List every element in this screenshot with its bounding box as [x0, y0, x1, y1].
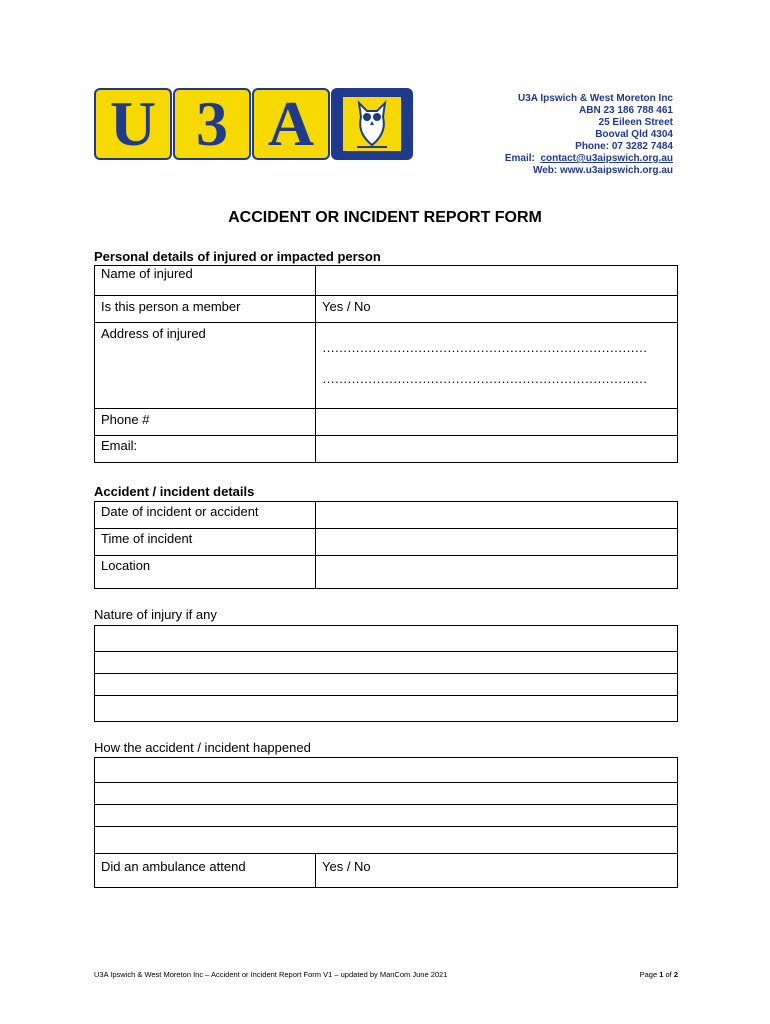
org-suburb: Booval Qld 4304 [595, 129, 673, 140]
page-total: 2 [673, 970, 678, 979]
how-table [94, 757, 678, 888]
org-street: 25 Eileen Street [598, 117, 673, 128]
address-dotted-line-1: …………………………………………………………………… [322, 340, 647, 355]
member-label: Is this person a member [95, 296, 316, 323]
footer-text: U3A Ipswich & West Moreton Inc – Accident or Incident Report Form V1 – updated by ManCom June 2021 [94, 970, 448, 979]
how-line[interactable] [95, 805, 678, 827]
u3a-logo [94, 88, 414, 160]
incident-details-table [94, 501, 678, 589]
ambulance-options[interactable]: Yes / No [316, 854, 678, 888]
page-number [640, 970, 678, 979]
page-of: of [663, 970, 674, 979]
address-field[interactable] [316, 323, 678, 409]
org-address-block [505, 93, 673, 177]
org-email-line [505, 153, 673, 165]
logo-letter-3: 3 [173, 88, 251, 160]
how-line[interactable] [95, 783, 678, 805]
injury-lines[interactable] [94, 625, 678, 722]
org-web: Web: www.u3aipswich.org.au [532, 165, 673, 176]
name-field[interactable] [316, 266, 678, 296]
location-label: Location [95, 556, 316, 589]
injury-line[interactable] [95, 651, 677, 673]
phone-label: Phone # [95, 409, 316, 436]
logo-letter-a: A [252, 88, 330, 160]
email-field[interactable] [316, 436, 678, 463]
form-title: ACCIDENT OR INCIDENT REPORT FORM [228, 209, 542, 226]
how-line[interactable] [95, 758, 678, 783]
how-heading: How the accident / incident happened [94, 740, 311, 755]
address-label: Address of injured [95, 323, 316, 409]
location-field[interactable] [316, 556, 678, 589]
injury-line[interactable] [95, 626, 677, 651]
injury-heading: Nature of injury if any [94, 607, 217, 622]
time-field[interactable] [316, 529, 678, 556]
personal-details-table [94, 265, 678, 463]
org-name: U3A Ipswich & West Moreton Inc [517, 93, 673, 104]
injury-line[interactable] [95, 695, 677, 721]
email-label: Email: [95, 436, 316, 463]
date-field[interactable] [316, 502, 678, 529]
injury-line[interactable] [95, 673, 677, 695]
org-phone: Phone: 07 3282 7484 [575, 141, 673, 152]
member-options[interactable]: Yes / No [316, 296, 678, 323]
address-dotted-line-2: …………………………………………………………………… [322, 371, 647, 386]
org-email-label: Email: [504, 153, 535, 164]
logo-letter-u: U [94, 88, 172, 160]
time-label: Time of incident [95, 529, 316, 556]
name-label: Name of injured [95, 266, 316, 296]
personal-details-heading: Personal details of injured or impacted person [94, 249, 381, 264]
owl-icon [331, 88, 413, 160]
page-prefix: Page [639, 970, 660, 979]
page-num: 1 [659, 970, 664, 979]
phone-field[interactable] [316, 409, 678, 436]
incident-details-heading: Accident / incident details [94, 484, 255, 499]
how-line[interactable] [95, 827, 678, 854]
org-abn: ABN 23 186 788 461 [579, 105, 673, 116]
org-email-link[interactable]: contact@u3aipswich.org.au [540, 153, 673, 164]
date-label: Date of incident or accident [95, 502, 316, 529]
ambulance-label: Did an ambulance attend [95, 854, 316, 888]
